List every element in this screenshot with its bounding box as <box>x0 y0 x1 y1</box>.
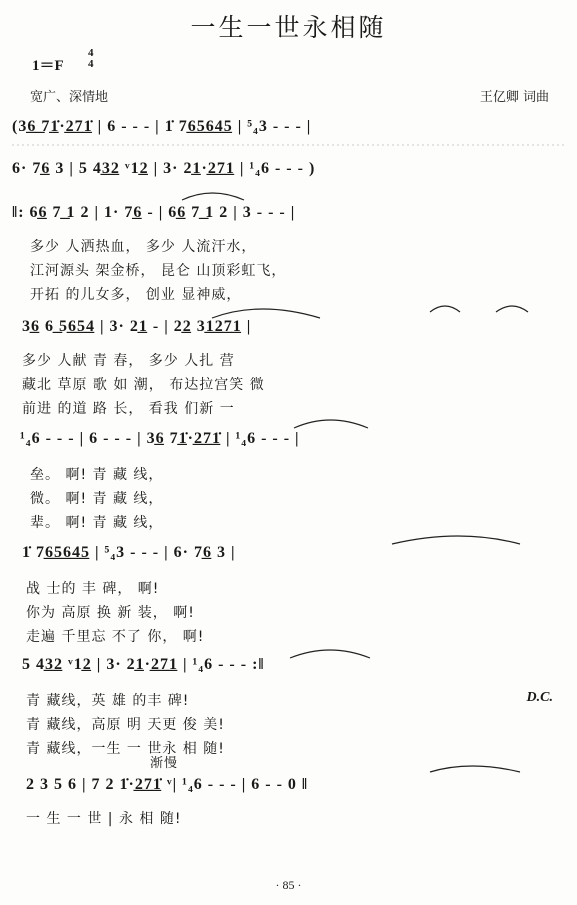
staff-4-lyric-3: 前进 的道 路 长， 看我 们新 一 <box>22 401 235 417</box>
slur-arc <box>182 193 244 200</box>
staff-3-lyric-2: 江河源头 架金桥， 昆仑 山顶彩虹飞， <box>30 263 287 279</box>
staff-5-lyric-3: 辈。 啊! 青 藏 线， <box>30 515 164 531</box>
staff-4-lyric-2: 藏北 草原 歌 如 潮， 布达拉宫笑 微 <box>22 377 265 393</box>
staff-6-notes: 1̇ 7͟6͟5͟6͟4͟5 | ⁵₄3 - - - | 6· 7͟6 3 | <box>22 544 236 561</box>
staff-1-notes: (3͟6͟ 7͟1̇·͟2͟7͟1̇ | 6 - - - | 1̇ 7͟6͟5͟6͟4͟5 | ⁵₄3 - - - | <box>12 118 312 135</box>
staff-3-lyric-1: 多少 人洒热血， 多少 人流汗水， <box>30 239 257 255</box>
slur-arc <box>212 309 320 318</box>
meter-bottom: 4 <box>88 58 94 70</box>
slur-arc <box>392 536 520 544</box>
staff-8-lyric-1: 一 生 一 世 | 永 相 随! <box>26 811 182 827</box>
author-credit: 王亿卿 词曲 <box>479 90 549 105</box>
meter-top: 4 <box>88 47 94 59</box>
slur-arc <box>290 650 370 658</box>
staff-6-lyric-1: 战 士的 丰 碑， 啊! <box>26 581 160 597</box>
slur-arc <box>430 766 520 772</box>
slur-arc <box>496 306 528 312</box>
page-number: · 85 · <box>275 878 302 892</box>
staff-7-lyric-2: 青 藏线，高原 明 天更 俊 美! <box>26 717 225 733</box>
staff-3-notes: ‖: 6͟6 7͟ 1 2 | 1· 7͟6 - | 6͟6 7͟ 1 2 | 3 - - - | <box>12 204 296 221</box>
song-title: 一生一世永相随 <box>190 13 387 42</box>
staff-6-lyric-2: 你为 高原 换 新 装， 啊! <box>26 605 195 621</box>
slur-arc <box>430 306 460 312</box>
staff-5-notes: ¹₄6 - - - | 6 - - - | 3͟6 7͟1̇·͟2͟7͟1̇ | ¹₄6 - - - | <box>20 430 300 447</box>
staff-2-notes: 6· 7͟6 3 | 5 4͟3͟2 ᵛ1͟2 | 3· 2͟1·͟2͟7͟1 | ¹₄6 - - - ) <box>12 160 316 177</box>
tempo-marking: 宽广、深情地 <box>30 90 109 105</box>
staff-3-lyric-3: 开拓 的儿女多， 创业 显神威， <box>30 287 242 303</box>
staff-6-lyric-3: 走遍 千里忘 不了 你， 啊! <box>26 629 205 645</box>
staff-5-lyric-1: 垒。 啊! 青 藏 线， <box>30 467 164 483</box>
slur-arc <box>294 420 368 428</box>
staff-7-lyric-3: 青 藏线，一生 一 世永 相 随! <box>26 741 225 757</box>
staff-5-lyric-2: 微。 啊! 青 藏 线， <box>30 491 164 507</box>
staff-7-notes: 5 4͟3͟2 ᵛ1͟2 | 3· 2͟1·͟2͟7͟1 | ¹₄6 - - - :‖ <box>22 656 265 673</box>
staff-7-lyric-1: 青 藏线，英 雄 的丰 碑! <box>26 693 190 709</box>
staff-4-notes: 3͟6 6͟ 5͟6͟5͟4 | 3· 2͟1 - | 2͟2 3͟1͟2͟7͟1 | <box>22 318 252 335</box>
da-capo-mark: D.C. <box>526 690 553 705</box>
tempo-change-mark: 渐慢 <box>150 756 179 771</box>
key-signature: 1＝F <box>32 58 64 74</box>
staff-4-lyric-1: 多少 人献 青 春， 多少 人扎 营 <box>22 353 235 369</box>
staff-8-notes: 2 3 5 6 | 7 2 1̇·͟2͟7͟1̇ ᵛ| ¹₄6 - - - | 6 - - 0 ‖ <box>26 776 309 793</box>
